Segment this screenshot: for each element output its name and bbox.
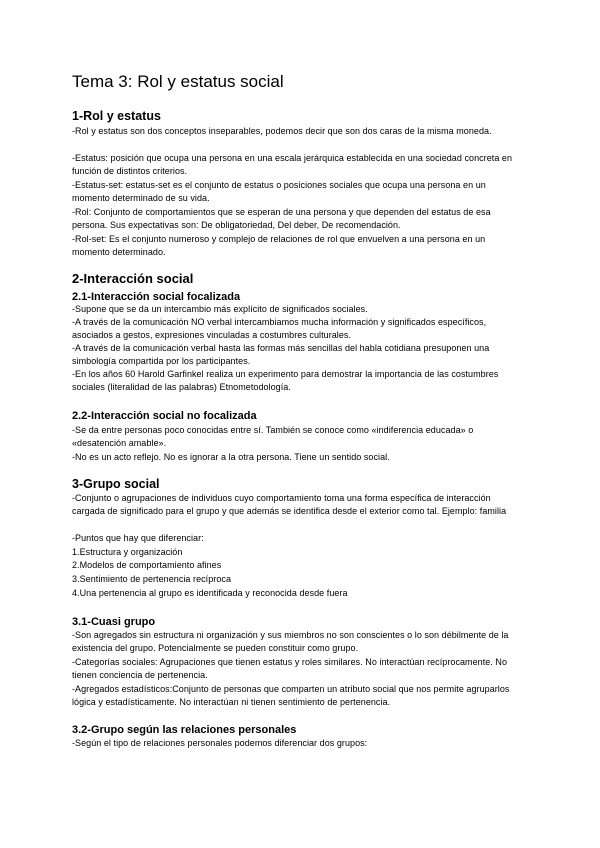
paragraph: -Rol y estatus son dos conceptos inseparables, podemos decir que son dos caras de la misma moneda. [72, 126, 492, 136]
document-title: Tema 3: Rol y estatus social [72, 72, 284, 91]
list-item: 3.Sentimiento de pertenencia recíproca [72, 574, 231, 584]
paragraph: -Conjunto o agrupaciones de individuos cuyo comportamiento toma una forma específica de interacción cargada de significado para el grupo y que además se identifica desde el exterior como tal. Ejemplo: familia [72, 493, 507, 517]
paragraph: -Se da entre personas poco conocidas entre sí. También se conoce como «indiferencia educada» o «desatención amable». [72, 425, 474, 449]
section-heading-rol-estatus: 1-Rol y estatus [72, 109, 161, 123]
list-item: 4.Una pertenencia al grupo es identificada y reconocida desde fuera [72, 588, 348, 598]
section-heading-interaccion-social: 2-Interacción social [72, 271, 194, 286]
subsection-heading-interaccion-no-focalizada: 2.2-Interacción social no focalizada [72, 410, 257, 422]
paragraph: -No es un acto reflejo. No es ignorar a la otra persona. Tiene un sentido social. [72, 452, 390, 462]
paragraph: -Estatus-set: estatus-set es el conjunto de estatus o posiciones sociales que ocupa una persona en un momento determinado de su vida. [72, 180, 486, 204]
list-item: 1.Estructura y organización [72, 547, 183, 557]
paragraph: -Categorías sociales: Agrupaciones que tienen estatus y roles similares. No interactúan recíprocamente. No tienen conciencia de pertenencia. [72, 657, 508, 681]
section-heading-grupo-social: 3-Grupo social [72, 477, 160, 491]
paragraph: -Son agregados sin estructura ni organización y sus miembros no son conscientes o lo son débilmente de la existencia del grupo. Potencialmente se pueden constituir como grupo. [72, 630, 509, 654]
subsection-heading-interaccion-focalizada: 2.1-Interacción social focalizada [72, 291, 241, 303]
paragraph: -En los años 60 Harold Garfinkel realiza un experimento para demostrar la importancia de las costumbres sociales (literalidad de las palabras) Etnometodología. [72, 369, 499, 393]
paragraph: -Rol-set: Es el conjunto numeroso y complejo de relaciones de rol que envuelven a una persona en un momento determinado. [72, 234, 486, 258]
paragraph: -Agregados estadísticos:Conjunto de personas que comparten un atributo social que nos permite agruparlos lógica y estadísticamente. No interactúan ni tienen sentimiento de pertenencia. [72, 684, 510, 708]
paragraph: -Puntos que hay que diferenciar: [72, 533, 204, 543]
subsection-heading-grupo-relaciones-personales: 3.2-Grupo según las relaciones personales [72, 724, 297, 736]
list-item: 2.Modelos de comportamiento afines [72, 560, 222, 570]
paragraph: -Rol: Conjunto de comportamientos que se esperan de una persona y que dependen del estatus de esa persona. Sus expectativas son: De obligatoriedad, Del deber, De recomendación. [72, 207, 491, 231]
paragraph: -Supone que se da un intercambio más explícito de significados sociales. [72, 304, 368, 314]
paragraph: -A través de la comunicación NO verbal intercambiamos mucha información y significados específicos, asociados a gestos, expresiones vinculadas a costumbres culturales. [72, 317, 487, 341]
paragraph: -A través de la comunicación verbal hasta las formas más sencillas del habla cotidiana presuponen una simbología compartida por los participantes. [72, 343, 490, 367]
subsection-heading-cuasi-grupo: 3.1-Cuasi grupo [72, 616, 156, 628]
paragraph: -Según el tipo de relaciones personales podemos diferenciar dos grupos: [72, 738, 368, 748]
paragraph: -Estatus: posición que ocupa una persona en una escala jerárquica establecida en una sociedad concreta en función de distintos criterios. [72, 153, 513, 177]
